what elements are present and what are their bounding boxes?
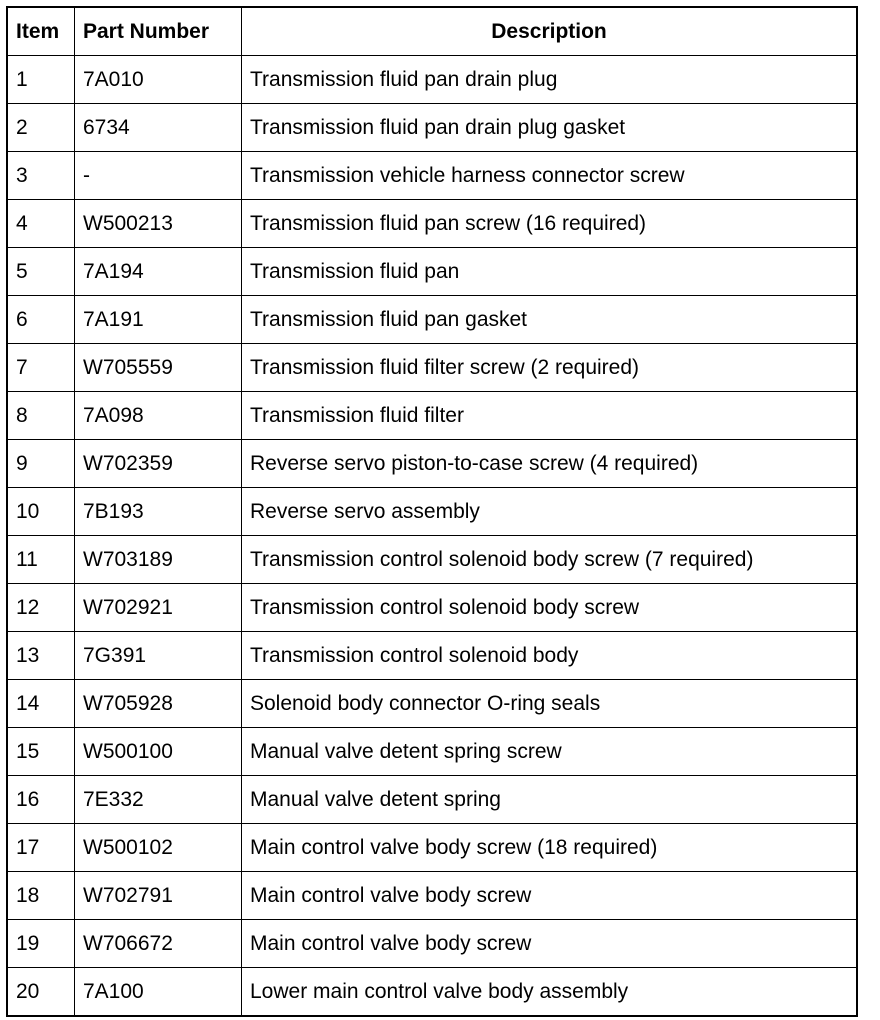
- cell-item: 6: [7, 296, 75, 344]
- cell-description: Transmission fluid pan drain plug: [242, 56, 858, 104]
- cell-part-number: W702921: [75, 584, 242, 632]
- table-row: [7, 296, 857, 344]
- cell-description: Transmission control solenoid body screw (7 required): [242, 536, 858, 584]
- cell-item: 5: [7, 248, 75, 296]
- cell-item: 8: [7, 392, 75, 440]
- table-row: [7, 440, 857, 488]
- cell-item: 9: [7, 440, 75, 488]
- table-row: [7, 200, 857, 248]
- cell-item: 14: [7, 680, 75, 728]
- table-row: [7, 632, 857, 680]
- cell-description: Transmission vehicle harness connector screw: [242, 152, 858, 200]
- cell-description: Transmission fluid pan gasket: [242, 296, 858, 344]
- header-part-number: Part Number: [75, 7, 242, 56]
- cell-item: 17: [7, 824, 75, 872]
- cell-item: 7: [7, 344, 75, 392]
- table-row: [7, 56, 857, 104]
- cell-description: Reverse servo piston-to-case screw (4 required): [242, 440, 858, 488]
- table-row: [7, 872, 857, 920]
- table-row: [7, 248, 857, 296]
- cell-description: Transmission fluid pan drain plug gasket: [242, 104, 858, 152]
- cell-item: 3: [7, 152, 75, 200]
- cell-description: Reverse servo assembly: [242, 488, 858, 536]
- table-header: [7, 7, 857, 56]
- cell-part-number: 7G391: [75, 632, 242, 680]
- header-row: [7, 7, 857, 56]
- table-row: [7, 776, 857, 824]
- cell-part-number: W500213: [75, 200, 242, 248]
- table-row: [7, 152, 857, 200]
- table-row: [7, 680, 857, 728]
- cell-part-number: 7A098: [75, 392, 242, 440]
- cell-description: Transmission fluid pan screw (16 required): [242, 200, 858, 248]
- parts-table: [6, 6, 858, 1017]
- table-row: [7, 104, 857, 152]
- cell-description: Solenoid body connector O-ring seals: [242, 680, 858, 728]
- cell-description: Lower main control valve body assembly: [242, 968, 858, 1017]
- cell-part-number: W500100: [75, 728, 242, 776]
- table-row: [7, 344, 857, 392]
- cell-item: 1: [7, 56, 75, 104]
- table-body: [7, 56, 857, 1017]
- cell-part-number: 7B193: [75, 488, 242, 536]
- header-description: Description: [242, 7, 858, 56]
- cell-item: 18: [7, 872, 75, 920]
- table-row: [7, 536, 857, 584]
- cell-part-number: W705559: [75, 344, 242, 392]
- cell-item: 13: [7, 632, 75, 680]
- cell-part-number: W706672: [75, 920, 242, 968]
- cell-description: Main control valve body screw: [242, 872, 858, 920]
- header-item: Item: [7, 7, 75, 56]
- cell-part-number: -: [75, 152, 242, 200]
- cell-description: Transmission control solenoid body: [242, 632, 858, 680]
- table-row: [7, 968, 857, 1017]
- cell-description: Transmission control solenoid body screw: [242, 584, 858, 632]
- cell-part-number: 7A010: [75, 56, 242, 104]
- cell-part-number: W702359: [75, 440, 242, 488]
- cell-part-number: W702791: [75, 872, 242, 920]
- cell-description: Transmission fluid filter screw (2 required): [242, 344, 858, 392]
- cell-item: 19: [7, 920, 75, 968]
- cell-item: 20: [7, 968, 75, 1017]
- cell-description: Main control valve body screw: [242, 920, 858, 968]
- cell-part-number: W500102: [75, 824, 242, 872]
- cell-part-number: W705928: [75, 680, 242, 728]
- cell-item: 2: [7, 104, 75, 152]
- cell-item: 15: [7, 728, 75, 776]
- table-row: [7, 392, 857, 440]
- cell-part-number: W703189: [75, 536, 242, 584]
- cell-item: 10: [7, 488, 75, 536]
- cell-item: 4: [7, 200, 75, 248]
- table-row: [7, 584, 857, 632]
- cell-part-number: 7E332: [75, 776, 242, 824]
- cell-item: 12: [7, 584, 75, 632]
- cell-item: 11: [7, 536, 75, 584]
- table-row: [7, 824, 857, 872]
- table-row: [7, 920, 857, 968]
- cell-description: Manual valve detent spring screw: [242, 728, 858, 776]
- cell-item: 16: [7, 776, 75, 824]
- table-row: [7, 488, 857, 536]
- cell-part-number: 7A100: [75, 968, 242, 1017]
- table-row: [7, 728, 857, 776]
- cell-description: Main control valve body screw (18 required): [242, 824, 858, 872]
- cell-part-number: 7A194: [75, 248, 242, 296]
- cell-description: Transmission fluid filter: [242, 392, 858, 440]
- cell-description: Transmission fluid pan: [242, 248, 858, 296]
- cell-description: Manual valve detent spring: [242, 776, 858, 824]
- cell-part-number: 6734: [75, 104, 242, 152]
- cell-part-number: 7A191: [75, 296, 242, 344]
